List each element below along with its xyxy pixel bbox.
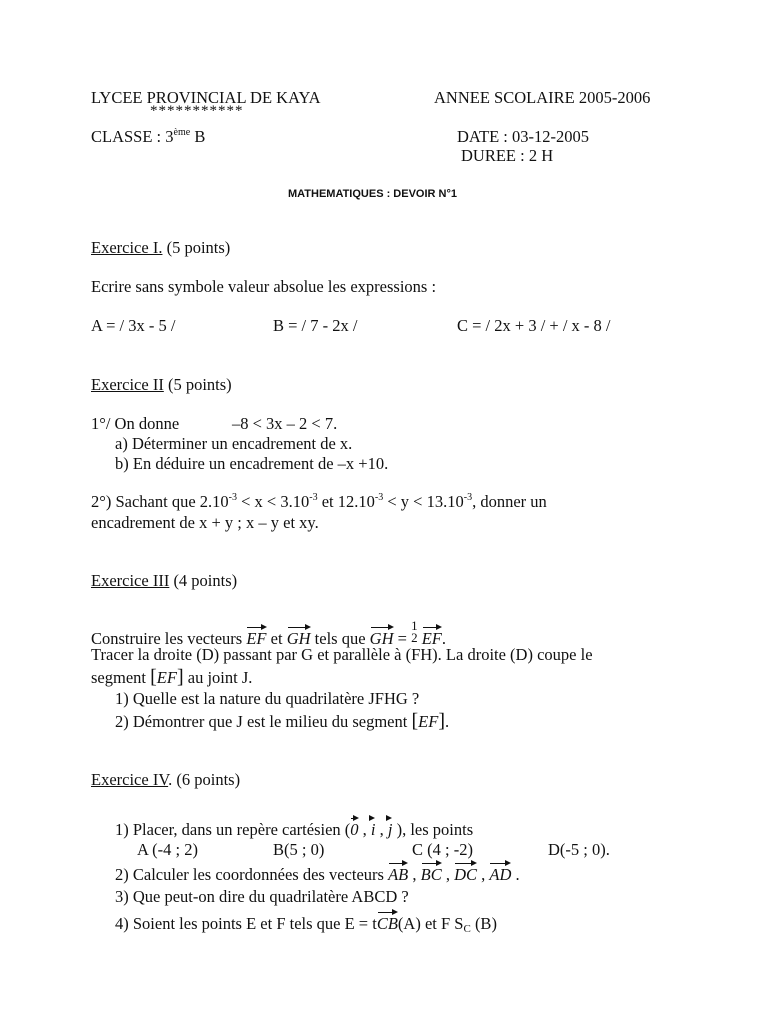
vector-cb: CB <box>377 910 398 934</box>
ex3-q2-a: 2) Démontrer que J est le milieu du segment <box>115 712 412 731</box>
ex4-q4 <box>115 910 497 935</box>
vector-gh: GH <box>287 625 311 649</box>
ex4-q4-a: 4) Soient les points E et F tels que E = t <box>115 914 377 933</box>
comma: , <box>358 820 371 839</box>
subscript-c: C <box>463 923 471 935</box>
ex2-q2-p5: , donner un <box>472 492 547 511</box>
ex3-l3-a: segment <box>91 668 151 687</box>
ex3-q1: 1) Quelle est la nature du quadrilatère JFHG ? <box>115 689 420 708</box>
class-label <box>91 127 205 147</box>
school-name: LYCEE PROVINCIAL DE KAYA <box>91 88 321 107</box>
point-d: D(-5 ; 0). <box>548 840 610 859</box>
ex2-heading <box>91 375 232 395</box>
point-b: B(5 ; 0) <box>273 840 325 859</box>
vector-j: j <box>388 816 393 840</box>
ex1-heading <box>91 238 230 258</box>
ex3-line2: Tracer la droite (D) passant par G et parallèle à (FH). La droite (D) coupe le <box>91 645 593 664</box>
equals-sign: = <box>393 629 412 648</box>
bracket-right: ] <box>176 666 184 688</box>
stars-separator: *********** <box>150 103 244 119</box>
vector-i: i <box>371 816 376 840</box>
vector-dc: DC <box>454 861 477 885</box>
ex2-points: (5 points) <box>163 375 232 394</box>
ex4-title: Exercice IV <box>91 770 169 789</box>
ex3-l1-c: tels que <box>310 629 370 648</box>
segment-ef: EF <box>156 668 177 687</box>
ex4-q3: 3) Que peut-on dire du quadrilatère ABCD ? <box>115 887 409 906</box>
period: . <box>444 712 450 731</box>
ex3-line3 <box>91 666 252 689</box>
exponent: -3 <box>374 492 384 503</box>
subject-title: MATHEMATIQUES : DEVOIR N°1 <box>288 188 457 200</box>
ex2-q1-intro: 1°/ On donne <box>91 414 180 433</box>
exponent: -3 <box>309 492 318 503</box>
vector-o: 0 <box>350 816 358 840</box>
ex1-expr-b: B = / 7 - 2x / <box>273 316 358 335</box>
ex2-title: Exercice II <box>91 375 164 394</box>
vector-ef: EF <box>246 625 266 649</box>
bracket-left: [ <box>411 710 419 732</box>
exam-date: DATE : 03-12-2005 <box>457 127 589 146</box>
vector-gh: GH <box>370 625 394 649</box>
ex4-q1-a: 1) Placer, dans un repère cartésien ( <box>115 820 351 839</box>
ex1-expr-c: C = / 2x + 3 / + / x - 8 / <box>457 316 611 335</box>
ex4-q1-b: ), les points <box>392 820 474 839</box>
class-suffix: B <box>190 127 206 146</box>
exponent: -3 <box>228 492 237 503</box>
ex1-title: Exercice I. <box>91 238 163 257</box>
ex3-points: (4 points) <box>169 571 238 590</box>
ex3-l1-a: Construire les vecteurs <box>91 629 247 648</box>
ex1-expr-a: A = / 3x - 5 / <box>91 316 176 335</box>
bracket-right: ] <box>438 710 445 732</box>
ex4-q1 <box>115 816 473 840</box>
ex1-points: (5 points) <box>162 238 231 257</box>
ex2-q1b: b) En déduire un encadrement de –x +10. <box>115 454 389 473</box>
vector-bc: BC <box>421 861 442 885</box>
vector-ab: AB <box>388 861 408 885</box>
ex4-q2-a: 2) Calculer les coordonnées des vecteurs <box>115 865 389 884</box>
ex2-q2-p3: et 12.10 <box>317 492 375 511</box>
fraction-one-half <box>411 620 418 644</box>
ex2-q1a: a) Déterminer un encadrement de x. <box>115 434 353 453</box>
exponent: -3 <box>463 492 473 503</box>
period: . <box>441 629 446 648</box>
ex3-heading <box>91 571 237 591</box>
ex4-heading <box>91 770 240 790</box>
segment-ef: EF <box>418 712 439 731</box>
period: . <box>515 865 520 884</box>
point-a: A (-4 ; 2) <box>137 840 198 859</box>
ex3-q2 <box>115 710 449 733</box>
point-c: C (4 ; -2) <box>412 840 473 859</box>
bracket-left: [ <box>150 666 157 688</box>
frac-numerator: 1 <box>411 618 418 633</box>
frac-denominator: 2 <box>411 630 418 645</box>
comma: , <box>375 820 388 839</box>
vector-ad: AD <box>489 861 511 885</box>
ex2-q2-p1: 2°) Sachant que 2.10 <box>91 492 229 511</box>
ex4-points: . (6 points) <box>168 770 241 789</box>
ex2-q2-line2: encadrement de x + y ; x – y et xy. <box>91 513 319 532</box>
vector-ef: EF <box>422 625 442 649</box>
ex4-q2: 2) Calculer les coordonnées des vecteurs AB , BC , DC , AD . <box>115 861 520 885</box>
school-year: ANNEE SCOLAIRE 2005-2006 <box>434 88 651 107</box>
ex2-q2-p4: < y < 13.10 <box>383 492 464 511</box>
ex2-q1-inequality: –8 < 3x – 2 < 7. <box>232 414 338 433</box>
ex4-q4-b: (A) et F S <box>397 914 464 933</box>
exam-duration: DUREE : 2 H <box>461 146 554 165</box>
ex3-l1-b: et <box>266 629 287 648</box>
class-prefix: CLASSE : 3 <box>91 127 174 146</box>
ex2-q2-line1 <box>91 492 547 512</box>
ex2-q2-p2: < x < 3.10 <box>237 492 310 511</box>
ex1-instruction: Ecrire sans symbole valeur absolue les expressions : <box>91 277 437 296</box>
class-sup: ème <box>173 127 191 138</box>
ex4-q4-c: (B) <box>470 914 497 933</box>
ex3-l3-b: au joint J. <box>183 668 253 687</box>
ex3-title: Exercice III <box>91 571 170 590</box>
